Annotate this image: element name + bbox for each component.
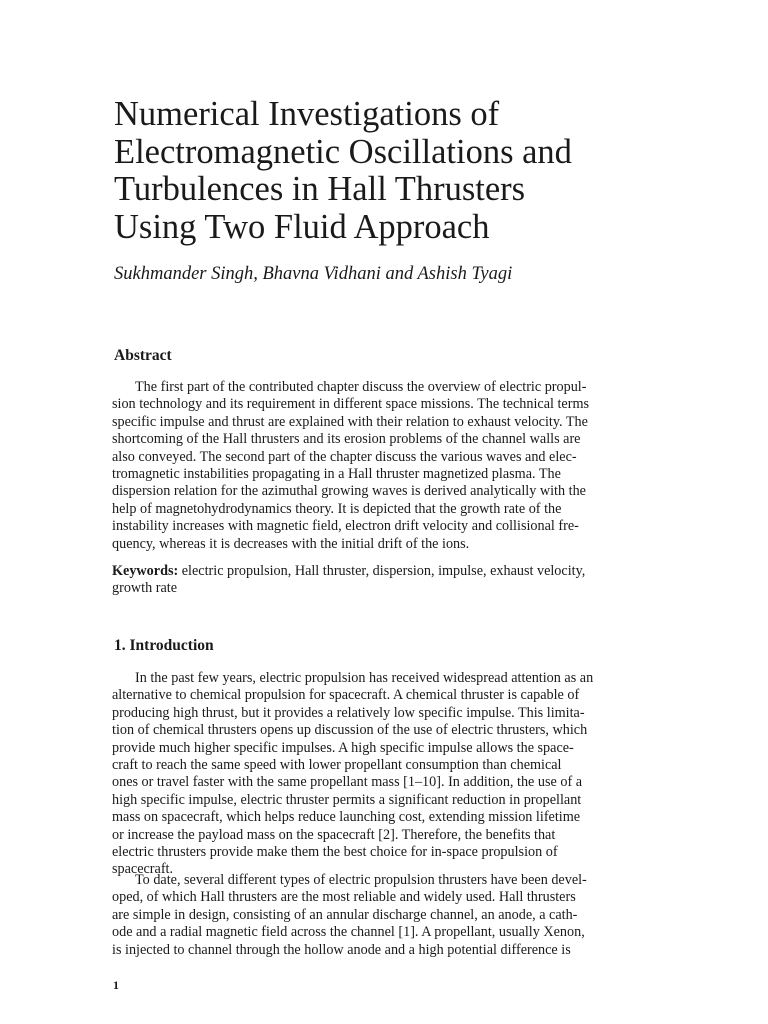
body-line: is injected to channel through the hollow anode and a high potential difference is	[112, 941, 571, 958]
abstract-line: also conveyed. The second part of the chapter discuss the various waves and elec-	[112, 448, 577, 465]
page-number: 1	[113, 978, 119, 992]
body-line: To date, several different types of electric propulsion thrusters have been devel-	[135, 872, 587, 888]
paper-title	[114, 96, 674, 246]
abstract-line: specific impulse and thrust are explained with their relation to exhaust velocity. The	[112, 413, 588, 430]
keywords-line: growth rate	[112, 580, 178, 597]
title-line: Electromagnetic Oscillations and	[114, 132, 572, 171]
title-line: Using Two Fluid Approach	[114, 207, 490, 246]
author-list: Sukhmander Singh, Bhavna Vidhani and Ashish Tyagi	[114, 264, 513, 284]
abstract-line: sion technology and its requirement in different space missions. The technical terms	[112, 396, 589, 413]
body-line: mass on spacecraft, which helps reduce launching cost, extending mission lifetime	[112, 809, 581, 826]
title-line: Numerical Investigations of	[114, 95, 500, 133]
body-line: In the past few years, electric propulsion has received widespread attention as an	[135, 670, 594, 686]
abstract-line: dispersion relation for the azimuthal growing waves is derived analytically with the	[112, 483, 586, 500]
body-line: high specific impulse, electric thruster permits a significant reduction in propellant	[112, 791, 582, 808]
introduction-paragraph-1	[112, 670, 657, 879]
body-line: provide much higher specific impulses. A high specific impulse allows the space-	[112, 739, 574, 756]
title-line: Turbulences in Hall Thrusters	[114, 170, 526, 208]
section-heading-introduction: 1. Introduction	[114, 637, 214, 654]
introduction-paragraph-2	[112, 872, 657, 959]
abstract-body	[112, 379, 657, 553]
body-line: tion of chemical thrusters opens up discussion of the use of electric thrusters, which	[112, 722, 588, 739]
body-line: electric thrusters provide make them the best choice for in-space propulsion of	[112, 844, 558, 861]
abstract-heading: Abstract	[114, 347, 172, 364]
body-line: or increase the payload mass on the spacecraft [2]. Therefore, the benefits that	[112, 826, 556, 843]
body-line: spacecraft.	[112, 861, 174, 878]
body-line: ode and a radial magnetic field across the channel [1]. A propellant, usually Xenon,	[112, 924, 585, 941]
body-line: alternative to chemical propulsion for spacecraft. A chemical thruster is capable of	[112, 687, 580, 704]
abstract-line: The first part of the contributed chapter discuss the overview of electric propul-	[135, 379, 587, 395]
abstract-line: shortcoming of the Hall thrusters and its erosion problems of the channel walls are	[112, 431, 581, 448]
body-line: craft to reach the same speed with lower propellant consumption than chemical	[112, 757, 562, 774]
keywords-block	[112, 563, 657, 598]
abstract-line: instability increases with magnetic field, electron drift velocity and collisional fre-	[112, 518, 579, 535]
body-line: ones or travel faster with the same propellant mass [1–10]. In addition, the use of a	[112, 774, 583, 791]
keywords-line	[112, 563, 657, 580]
body-line: are simple in design, consisting of an annular discharge channel, an anode, a cath-	[112, 906, 578, 923]
abstract-line: help of magnetohydrodynamics theory. It is depicted that the growth rate of the	[112, 500, 562, 517]
keywords-label: Keywords:	[112, 563, 179, 579]
body-line: oped, of which Hall thrusters are the most reliable and widely used. Hall thrusters	[112, 889, 576, 906]
keywords-text: electric propulsion, Hall thruster, dispersion, impulse, exhaust velocity,	[178, 563, 586, 579]
abstract-line: tromagnetic instabilities propagating in a Hall thruster magnetized plasma. The	[112, 466, 561, 483]
abstract-line: quency, whereas it is decreases with the initial drift of the ions.	[112, 535, 470, 552]
body-line: producing high thrust, but it provides a relatively low specific impulse. This limita-	[112, 704, 585, 721]
